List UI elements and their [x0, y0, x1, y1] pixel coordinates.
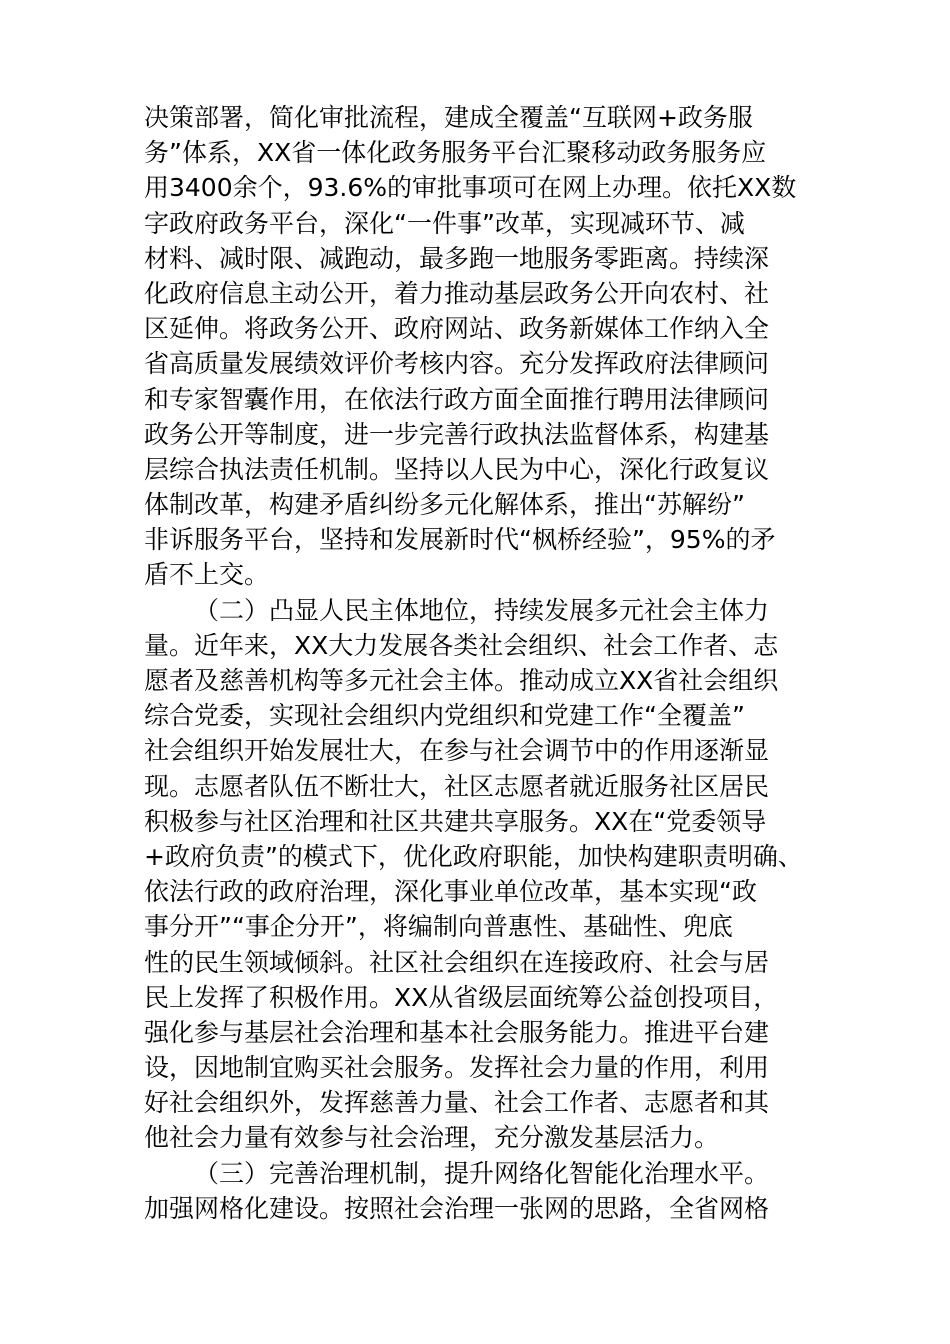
section-heading-line: （二）凸显人民主体地位，持续发展多元社会主体力	[194, 595, 770, 625]
text-line: 好社会组织外，发挥慈善力量、社会工作者、志愿者和其	[144, 1088, 770, 1118]
text-line: 依法行政的政府治理，深化事业单位改革，基本实现“政	[144, 877, 757, 907]
text-line: 和专家智囊作用，在依法行政方面全面推行聘用法律顾问	[144, 384, 770, 414]
text-line: 用3400余个，93.6%的审批事项可在网上办理。依托XX数	[144, 173, 797, 203]
text-line: 决策部署，简化审批流程，建成全覆盖“互联网+政务服	[144, 103, 753, 132]
text-line: 省高质量发展绩效评价考核内容。充分发挥政府法律顾问	[144, 349, 770, 379]
text-line: 体制改革，构建矛盾纠纷多元化解体系，推出“苏解纷”	[144, 490, 745, 520]
text-line: 盾不上交。	[144, 560, 270, 590]
text-line: 加强网格化建设。按照社会治理一张网的思路，全省网格	[144, 1193, 770, 1223]
text-line: 事分开”“事企分开”，将编制向普惠性、基础性、兜底	[144, 912, 733, 942]
section-heading-line: （三）完善治理机制，提升网络化智能化治理水平。	[194, 1158, 770, 1188]
text-line: 社会组织开始发展壮大，在参与社会调节中的作用逐渐显	[144, 736, 770, 766]
text-line: 务”体系，XX省一体化政务服务平台汇聚移动政务服务应	[144, 138, 767, 168]
text-line: 性的民生领域倾斜。社区社会组织在连接政府、社会与居	[144, 947, 770, 977]
text-line: 愿者及慈善机构等多元社会主体。推动成立XX省社会组织	[144, 666, 779, 695]
text-line: 设，因地制宜购买社会服务。发挥社会力量的作用，利用	[144, 1053, 770, 1083]
text-line: 政务公开等制度，进一步完善行政执法监督体系，构建基	[144, 419, 770, 449]
text-line: 区延伸。将政务公开、政府网站、政务新媒体工作纳入全	[144, 314, 770, 344]
text-line: 字政府政务平台，深化“一件事”改革，实现减环节、减	[144, 208, 745, 238]
text-line: 量。近年来，XX大力发展各类社会组织、社会工作者、志	[144, 630, 779, 660]
text-line: 层综合执法责任机制。坚持以人民为中心，深化行政复议	[144, 454, 770, 484]
text-line: 综合党委，实现社会组织内党组织和党建工作“全覆盖”	[144, 701, 745, 731]
text-line: +政府负责”的模式下，优化政府职能，加快构建职责明确、	[144, 841, 803, 871]
text-line: 强化参与基层社会治理和基本社会服务能力。推进平台建	[144, 1017, 770, 1047]
text-line: 民上发挥了积极作用。XX从省级层面统筹公益创投项目，	[144, 982, 779, 1012]
text-line: 材料、减时限、减跑动，最多跑一地服务零距离。持续深	[144, 243, 770, 273]
text-line: 他社会力量有效参与社会治理，充分激发基层活力。	[144, 1123, 720, 1153]
text-line: 积极参与社区治理和社区共建共享服务。XX在“党委领导	[144, 806, 767, 836]
text-line: 化政府信息主动公开，着力推动基层政务公开向农村、社	[144, 278, 770, 308]
text-line: 非诉服务平台，坚持和发展新时代“枫桥经验”，95%的矛	[144, 525, 776, 555]
body-text	[144, 100, 824, 1226]
text-line: 现。志愿者队伍不断壮大，社区志愿者就近服务社区居民	[144, 771, 770, 801]
